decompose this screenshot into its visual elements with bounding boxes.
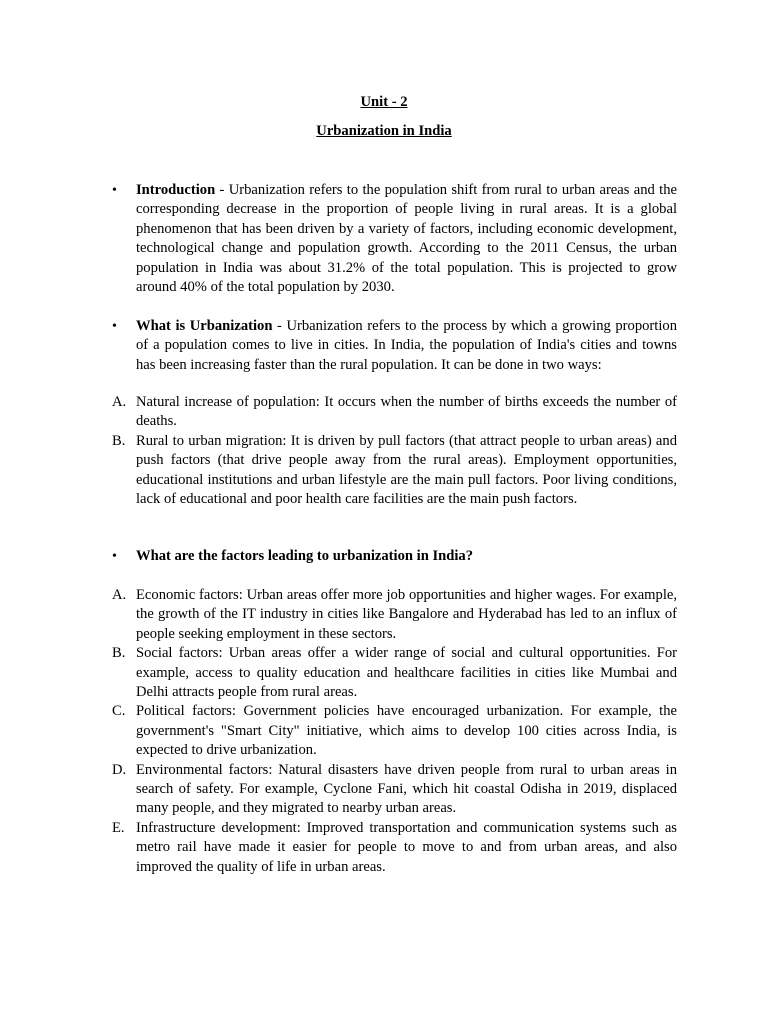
list-marker: B. [112, 645, 126, 662]
list-item [112, 761, 677, 819]
list-item [112, 586, 677, 644]
unit-heading: Unit - 2 [360, 94, 408, 110]
bullet-icon: • [112, 319, 117, 334]
what-is-urbanization-section [112, 317, 677, 375]
list-item-text: Rural to urban migration: It is driven by pull factors (that attract people to urban areas) and push factors (that drive people away from the rural areas). Employment opportunities, educational institutions and urban lifestyle are the main pull factors. Poor living conditions, lack of educational and poor health care facilities are the main push factors. [136, 432, 677, 508]
list-marker: C. [112, 703, 126, 720]
factors-question: What are the factors leading to urbanization in India? [136, 548, 474, 564]
list-item-text: Natural increase of population: It occurs when the number of births exceeds the number of deaths. [136, 394, 677, 430]
list-marker: B. [112, 432, 126, 449]
list-item-text: Environmental factors: Natural disasters have driven people from rural to urban areas in search of safety. For example, Cyclone Fani, which hit coastal Odisha in 2019, displaced many people, and they migrated to nearby urban areas. [136, 761, 677, 817]
list-item [112, 702, 677, 760]
list-item-text: Infrastructure development: Improved transportation and communication systems such as metro rail have made it easier for people to move to and from urban areas, and also improved the quality of life in urban areas. [136, 819, 677, 875]
intro-paragraph [136, 181, 677, 297]
list-marker: D. [112, 761, 127, 778]
what-text: - Urbanization refers to the process by which a growing proportion of a population comes to live in cities. In India, the population of India's cities and towns has been increasing faster than the rural population. It can be done in two ways: [136, 318, 677, 373]
list-item [112, 432, 677, 510]
list-item [112, 819, 677, 877]
bullet-icon: • [112, 183, 117, 198]
list-marker: A. [112, 587, 127, 603]
intro-lead: Introduction [136, 182, 216, 198]
list-marker: E. [112, 819, 125, 836]
intro-text: - Urbanization refers to the population shift from rural to urban areas and the corresponding decrease in the proportion of people living in rural areas. It is a global phenomenon that has been driven by a variety of factors, including economic development, technological change and population growth. According to the 2011 Census, the urban population in India was about 31.2% of the total population. This is projected to grow around 40% of the total population by 2030. [136, 182, 677, 296]
list-item [112, 393, 677, 432]
list-item [112, 644, 677, 702]
factors-list [112, 586, 677, 877]
list-marker: A. [112, 394, 127, 410]
intro-section [112, 181, 677, 297]
bullet-icon: • [112, 549, 117, 564]
list-item-text: Economic factors: Urban areas offer more job opportunities and higher wages. For example, the growth of the IT industry in cities like Bangalore and Hyderabad has led to an influx of people seeking employment in these sectors. [136, 587, 677, 642]
factors-question-section [112, 547, 677, 566]
page-title: Urbanization in India [316, 123, 452, 139]
what-paragraph [136, 317, 677, 375]
what-lead: What is Urbanization [136, 318, 273, 334]
list-item-text: Social factors: Urban areas offer a wider range of social and cultural opportunities. For example, access to quality education and healthcare facilities in cities like Mumbai and Delhi attracts people from rural areas. [136, 645, 677, 701]
urbanization-ways-list [112, 393, 677, 509]
list-item-text: Political factors: Government policies have encouraged urbanization. For example, the government's "Smart City" initiative, which aims to develop 100 cities across India, is expected to drive urbanization. [136, 703, 677, 759]
